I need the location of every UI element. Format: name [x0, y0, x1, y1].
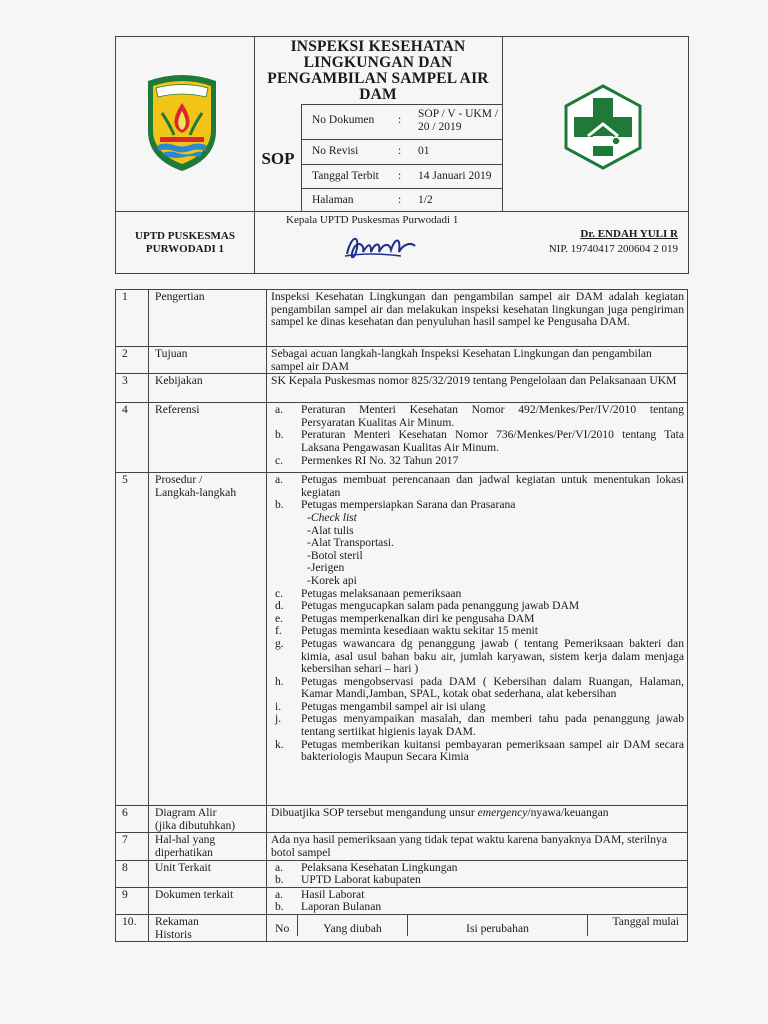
sub-item: -Jerigen: [307, 561, 345, 575]
list-item: c. Permenkes RI No. 32 Tahun 2017: [275, 453, 459, 467]
list-item: d. Petugas mengucapkan salam pada penanggung jawab DAM: [275, 599, 580, 613]
row-label: Pengertian: [149, 290, 267, 347]
row-label: Unit Terkait: [149, 860, 267, 887]
row-number: 5: [116, 473, 149, 806]
row-content: [267, 914, 688, 941]
row-content: [267, 473, 688, 806]
column-header: No: [267, 915, 297, 936]
row-label: Hal-hal yang diperhatikan: [149, 833, 267, 860]
list-item: b. Laporan Bulanan: [275, 900, 382, 914]
regency-emblem-icon: [142, 73, 222, 173]
row-content: [267, 860, 688, 887]
list-item: a. Petugas membuat perencanaan dan jadwal kegiatan untuk menentukan lokasi kegiatan: [275, 473, 684, 499]
sub-item: -Check list: [307, 510, 357, 524]
list-item: g. Petugas wawancara dg penanggung jawab ( tentang Pemeriksaan bakteri dan kimia, asal usul bahan baku air, jumlah karyawan, sistem kerja dalam menjaga kebersihan sehari – hari ): [275, 636, 684, 676]
row-number: 8: [116, 860, 149, 887]
sub-item: -Alat tulis: [307, 523, 354, 537]
table-row: [116, 914, 688, 941]
row-number: 3: [116, 374, 149, 403]
list-item: f. Petugas meminta kesediaan waktu sekitar 15 menit: [275, 624, 538, 638]
row-number: 6: [116, 806, 149, 833]
row-content: Dibuatjika SOP tersebut mengandung unsur emergency/nyawa/keuangan: [267, 806, 688, 833]
row-label: Diagram Alir (jika dibutuhkan): [149, 806, 267, 833]
list-item: b. UPTD Laborat kabupaten: [275, 873, 421, 887]
revision-history-table: [267, 915, 687, 936]
row-content: SK Kepala Puskesmas nomor 825/32/2019 tentang Pengelolaan dan Pelaksanaan UKM: [267, 374, 688, 403]
list-item: c. Petugas melaksanaan pemeriksaan: [275, 586, 462, 600]
unit-name: UPTD PUSKESMAS PURWODADI 1: [135, 230, 235, 255]
row-content: [267, 887, 688, 914]
row-content: Inspeksi Kesehatan Lingkungan dan pengambilan sampel air DAM adalah kegiatan pengambilan sampel air dan melakukan inspeksi kesehatan lingkungan juga pengiriman sampel ke dinas kesehatan dan penyuluhan hasil sampel ke Pengusaha DAM.: [267, 290, 688, 347]
row-number: 2: [116, 347, 149, 374]
doctor-nip: NIP. 19740417 200604 2 019: [548, 243, 678, 255]
sub-item: -Alat Transportasi.: [307, 536, 394, 550]
list-item: i. Petugas mengambil sampel air isi ulang: [275, 699, 486, 713]
row-number: 9: [116, 887, 149, 914]
table-row: [116, 347, 688, 374]
doctor-name: Dr. ENDAH YULI R: [580, 228, 678, 240]
list-item: a. Pelaksana Kesehatan Lingkungan: [275, 860, 458, 874]
row-number: 10.: [116, 914, 149, 941]
table-row: [116, 374, 688, 403]
list-item: j. Petugas menyampaikan masalah, dan memberi tahu pada penanggung jawab tentang sertiikat higienis layak DAM.: [275, 712, 684, 739]
sop-content-table: [115, 289, 688, 942]
table-row: [116, 833, 688, 860]
row-label: Referensi: [149, 403, 267, 473]
list-item: k. Petugas memberikan kuitansi pembayaran pemeriksaan sampel air DAM secara bakteriologis Maupun Secara Kimia: [275, 737, 684, 764]
list-item: a. Hasil Laborat: [275, 887, 365, 901]
sub-item: -Botol steril: [307, 548, 363, 562]
table-row: [116, 403, 688, 473]
table-row: [116, 473, 688, 806]
table-row: [116, 887, 688, 914]
sop-label: SOP: [261, 149, 295, 168]
table-row: [116, 290, 688, 347]
table-row: [116, 860, 688, 887]
kepala-label: Kepala UPTD Puskesmas Purwodadi 1: [286, 214, 459, 226]
row-label: Dokumen terkait: [149, 887, 267, 914]
column-header: Yang diubah: [297, 915, 407, 936]
signature-icon: [341, 230, 421, 266]
row-number: 1: [116, 290, 149, 347]
row-label: Prosedur / Langkah-langkah: [149, 473, 267, 806]
row-label: Kebijakan: [149, 374, 267, 403]
row-number: 4: [116, 403, 149, 473]
row-label: Tujuan: [149, 347, 267, 374]
table-row: [116, 806, 688, 833]
row-content: Ada nya hasil pemeriksaan yang tidak tepat waktu karena banyaknya DAM, sterilnya botol sampel: [267, 833, 688, 860]
list-item: e. Petugas memperkenalkan diri ke pengusaha DAM: [275, 611, 535, 625]
row-content: Sebagai acuan langkah-langkah Inspeksi Kesehatan Lingkungan dan pengambilan sampel air DAM: [267, 347, 688, 374]
list-item: h. Petugas mengobservasi pada DAM ( Kebersihan dalam Ruangan, Halaman, Kamar Mandi,Jamban, SPAL, kotak obat sederhana, alat kebersihan: [275, 674, 684, 701]
column-header: Tanggal mulai: [612, 914, 679, 928]
row-number: 7: [116, 833, 149, 860]
row-label: Rekaman Historis: [149, 914, 267, 941]
row-content: [267, 403, 688, 473]
list-item: a. Peraturan Menteri Kesehatan Nomor 492/Menkes/Per/IV/2010 tentang Persyaratan Kualitas Air Minum.: [275, 403, 684, 429]
list-item: b. Peraturan Menteri Kesehatan Nomor 736/Menkes/Per/VI/2010 tentang Tata Laksana Pengawasan Kualitas Air Minum.: [275, 428, 684, 454]
document-header: INSPEKSI KESEHATAN LINGKUNGAN DAN PENGAMBILAN SAMPEL AIR DAM SOP No Dokumen : SOP / V - UKM / 20 / 2019 No Revisi : 01 Tanggal Terbit : 14 Januari 2019 Halaman : 1/2 UPTD PUSKESMAS PURWODADI 1 Kepala UPTD Puskesmas Purwodadi 1 Dr. ENDAH YULI R NIP. 19740417 200604 2 019: [115, 36, 689, 274]
puskesmas-logo-icon: [560, 84, 646, 170]
column-header: Isi perubahan: [407, 915, 587, 936]
sub-item: -Korek api: [307, 573, 357, 587]
list-item: b. Petugas mempersiapkan Sarana dan Prasarana: [275, 498, 516, 512]
document-title: INSPEKSI KESEHATAN LINGKUNGAN DAN PENGAMBILAN SAMPEL AIR DAM: [267, 38, 489, 103]
